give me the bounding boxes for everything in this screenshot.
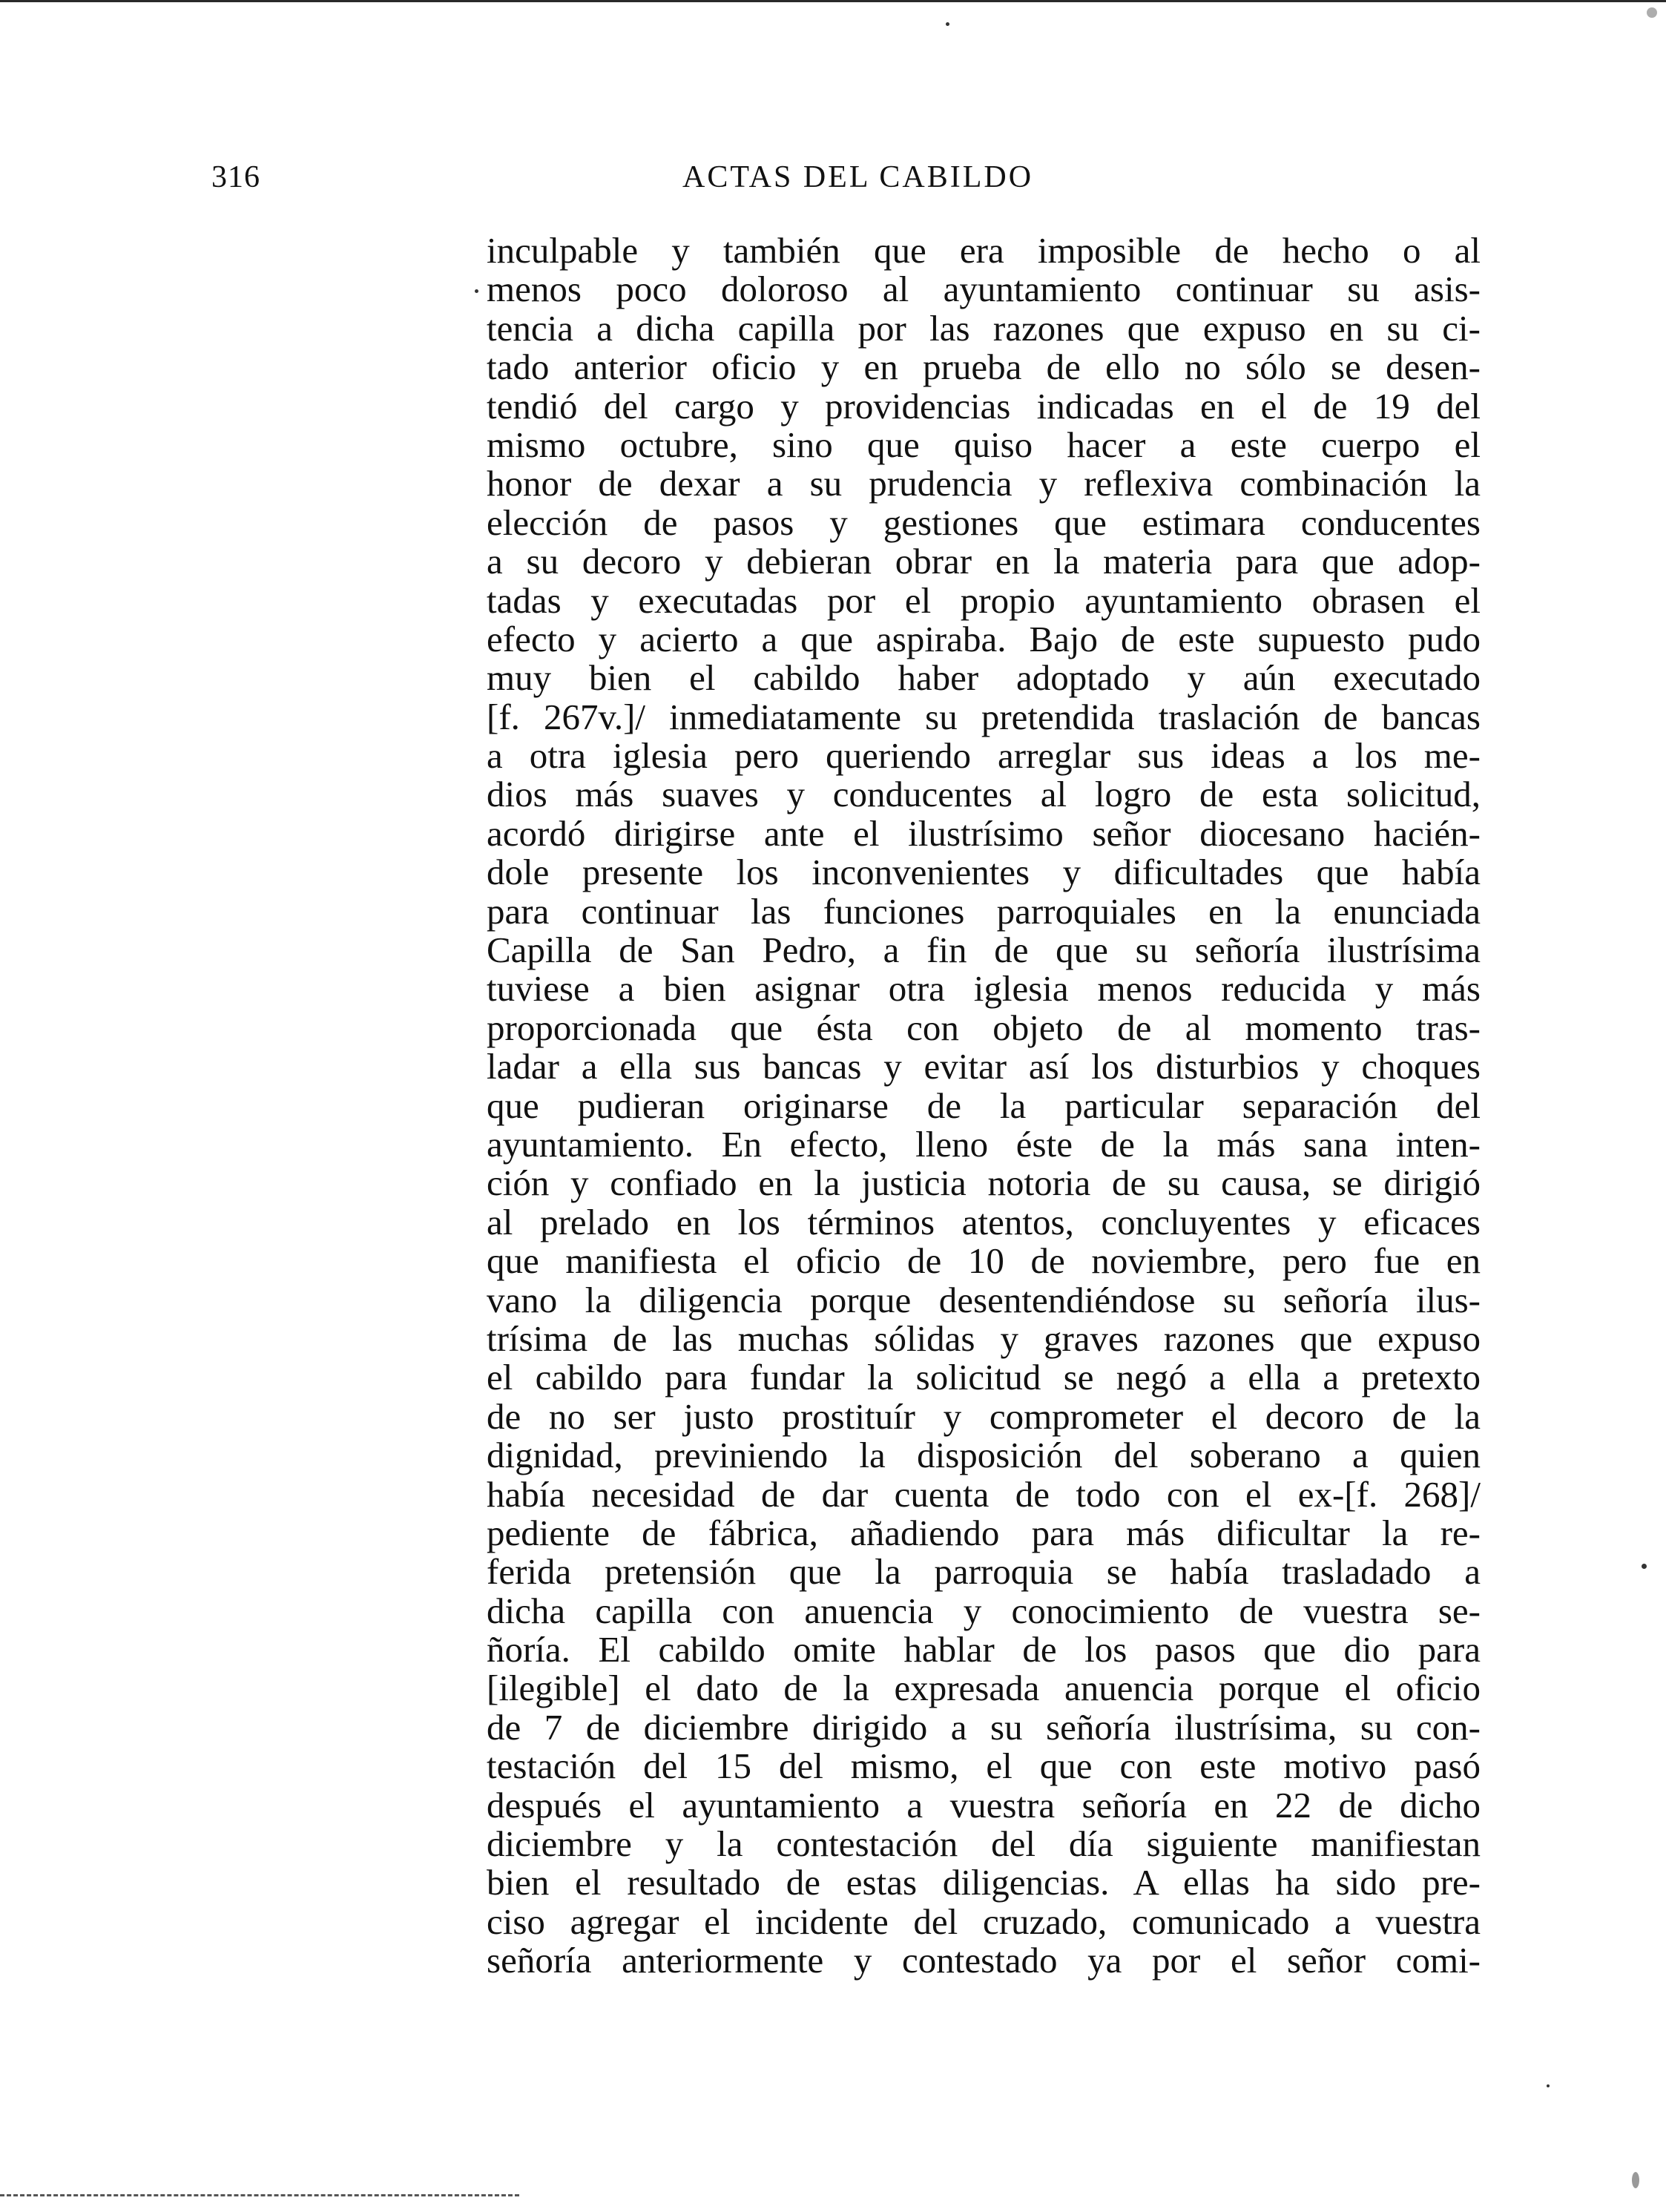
scan-speck xyxy=(946,22,949,26)
text-line: efecto y acierto a que aspiraba. Bajo de este supuesto pudo xyxy=(487,618,1481,659)
text-line: dios más suaves y conducentes al logro de esta solicitud, xyxy=(487,774,1481,815)
text-line: ción y confiado en la justicia notoria de su causa, se dirigió xyxy=(487,1162,1481,1204)
text-line: dignidad, previniendo la disposición del soberano a quien xyxy=(487,1435,1481,1476)
text-line: proporcionada que ésta con objeto de al momento tras- xyxy=(487,1007,1481,1048)
page-number: 316 xyxy=(211,160,260,194)
text-line: que manifiesta el oficio de 10 de noviembre, pero fue en xyxy=(487,1240,1481,1282)
text-line: había necesidad de dar cuenta de todo con el ex-[f. 268]/ xyxy=(487,1473,1481,1515)
text-line: muy bien el cabildo haber adoptado y aún executado xyxy=(487,657,1481,699)
text-line: a otra iglesia pero queriendo arreglar sus ideas a los me- xyxy=(487,735,1481,777)
text-line: menos poco doloroso al ayuntamiento continuar su asis- xyxy=(487,269,1481,310)
body-text xyxy=(487,231,1481,1981)
text-line: señoría anteriormente y contestado ya por el señor comi- xyxy=(487,1940,1481,1981)
text-line: acordó dirigirse ante el ilustrísimo señor diocesano hacién- xyxy=(487,812,1481,854)
text-line: pediente de fábrica, añadiendo para más dificultar la re- xyxy=(487,1512,1481,1553)
text-line: dole presente los inconvenientes y dificultades que había xyxy=(487,852,1481,893)
text-line: para continuar las funciones parroquiales en la enunciada xyxy=(487,890,1481,932)
text-line: diciembre y la contestación del día siguiente manifiestan xyxy=(487,1823,1481,1865)
text-line: tuviese a bien asignar otra iglesia menos reducida y más xyxy=(487,968,1481,1010)
text-line: tadas y executadas por el propio ayuntamiento obrasen el xyxy=(487,579,1481,621)
text-line: trísima de las muchas sólidas y graves razones que expuso xyxy=(487,1317,1481,1359)
scan-speck xyxy=(1642,1564,1647,1569)
text-line: mismo octubre, sino que quiso hacer a este cuerpo el xyxy=(487,424,1481,465)
text-line: [ilegible] el dato de la expresada anuencia porque el oficio xyxy=(487,1668,1481,1709)
text-line: [f. 267v.]/ inmediatamente su pretendida traslación de bancas xyxy=(487,696,1481,737)
text-line: al prelado en los términos atentos, concluyentes y eficaces xyxy=(487,1201,1481,1242)
text-line: testación del 15 del mismo, el que con este motivo pasó xyxy=(487,1745,1481,1787)
text-line: honor de dexar a su prudencia y reflexiva combinación la xyxy=(487,463,1481,504)
text-line: ayuntamiento. En efecto, lleno éste de la más sana inten- xyxy=(487,1123,1481,1165)
top-scan-border xyxy=(0,0,1666,2)
text-line: dicha capilla con anuencia y conocimiento de vuestra se- xyxy=(487,1590,1481,1631)
scan-speck xyxy=(1647,7,1657,18)
bottom-scan-border xyxy=(0,2194,519,2196)
running-head: ACTAS DEL CABILDO xyxy=(682,160,1034,194)
text-line: después el ayuntamiento a vuestra señoría en 22 de dicho xyxy=(487,1784,1481,1826)
text-line: ferida pretensión que la parroquia se había trasladado a xyxy=(487,1551,1481,1593)
text-line: ñoría. El cabildo omite hablar de los pasos que dio para xyxy=(487,1629,1481,1670)
text-line: de 7 de diciembre dirigido a su señoría ilustrísima, su con- xyxy=(487,1706,1481,1748)
text-line: elección de pasos y gestiones que estimara conducentes xyxy=(487,501,1481,543)
text-line: ciso agregar el incidente del cruzado, comunicado a vuestra xyxy=(487,1900,1481,1942)
text-line: de no ser justo prostituír y comprometer el decoro de la xyxy=(487,1395,1481,1437)
scan-speck xyxy=(1547,2084,1550,2087)
text-line: tendió del cargo y providencias indicadas en el de 19 del xyxy=(487,385,1481,427)
text-line: que pudieran originarse de la particular separación del xyxy=(487,1084,1481,1126)
text-line: ladar a ella sus bancas y evitar así los disturbios y choques xyxy=(487,1046,1481,1087)
text-line: tencia a dicha capilla por las razones que expuso en su ci- xyxy=(487,307,1481,349)
text-line: vano la diligencia porque desentendiéndose su señoría ilus- xyxy=(487,1279,1481,1320)
text-line: inculpable y también que era imposible de hecho o al xyxy=(487,230,1481,271)
scan-speck xyxy=(1632,2172,1639,2188)
scan-speck xyxy=(475,289,478,293)
text-line: bien el resultado de estas diligencias. A ellas ha sido pre- xyxy=(487,1862,1481,1903)
text-line: Capilla de San Pedro, a fin de que su señoría ilustrísima xyxy=(487,929,1481,971)
text-line: tado anterior oficio y en prueba de ello no sólo se desen- xyxy=(487,346,1481,388)
text-line: a su decoro y debieran obrar en la materia para que adop- xyxy=(487,541,1481,582)
text-line: el cabildo para fundar la solicitud se negó a ella a pretexto xyxy=(487,1357,1481,1398)
